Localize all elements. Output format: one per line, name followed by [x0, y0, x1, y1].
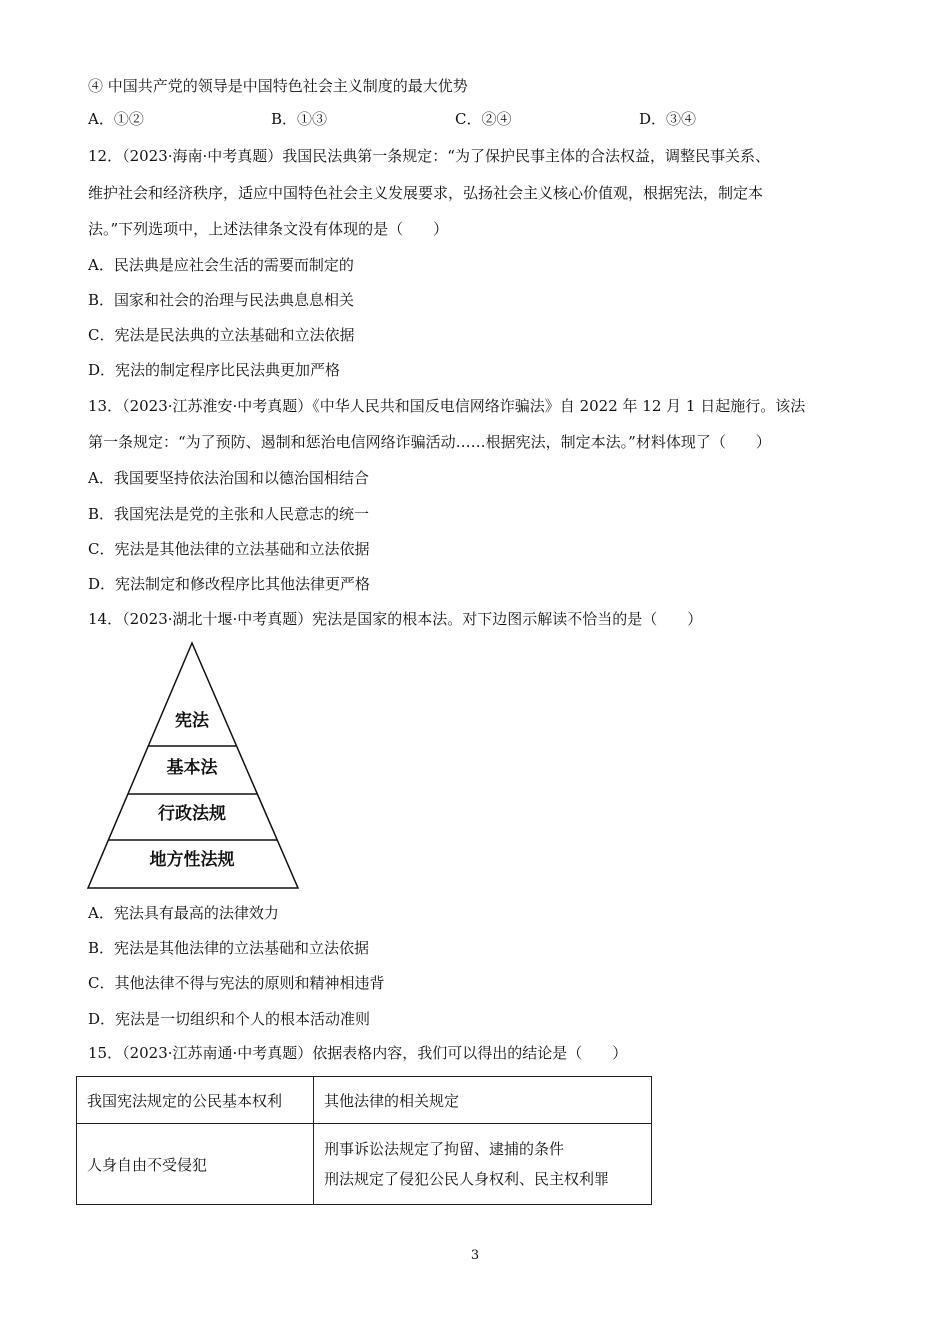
- page-number: 3: [470, 1248, 480, 1263]
- q14-stem: 14．（2023·湖北十堰·中考真题）宪法是国家的根本法。对下边图示解读不恰当的是（ ）: [88, 610, 703, 628]
- q13-stem-line-1: 13．（2023·江苏淮安·中考真题）《中华人民共和国反电信网络诈骗法》自 2022 年 12 月 1 日起施行。该法: [88, 397, 806, 415]
- statement-4: ④ 中国共产党的领导是中国特色社会主义制度的最大优势: [88, 77, 468, 95]
- q12-option-b: B．国家和社会的治理与民法典息息相关: [88, 291, 355, 309]
- q13-option-a: A．我国要坚持依法治国和以德治国相结合: [88, 469, 369, 487]
- q12-option-a: A．民法典是应社会生活的需要而制定的: [88, 256, 354, 274]
- table-row: [77, 1124, 652, 1205]
- table-header-other-laws: 其他法律的相关规定: [314, 1077, 652, 1124]
- table-cell-laws: [314, 1124, 652, 1205]
- q12-option-c: C．宪法是民法典的立法基础和立法依据: [88, 326, 355, 344]
- q12-stem-line-2: 维护社会和经济秩序，适应中国特色社会主义发展要求，弘扬社会主义核心价值观，根据宪法，制定本: [88, 184, 764, 202]
- table-cell-law-1: 刑事诉讼法规定了拘留、逮捕的条件: [324, 1140, 565, 1158]
- q11-options: [88, 108, 788, 130]
- table-header-rights: 我国宪法规定的公民基本权利: [77, 1077, 314, 1124]
- pyramid-level-basic-law: 基本法: [166, 758, 218, 778]
- rights-law-table: [76, 1076, 652, 1205]
- table-cell-right: 人身自由不受侵犯: [77, 1124, 314, 1205]
- q11-option-c: C．②④: [455, 110, 512, 128]
- pyramid-level-constitution: 宪法: [175, 711, 209, 731]
- q11-option-d: D．③④: [639, 110, 697, 128]
- pyramid-level-local-regulations: 地方性法规: [149, 850, 235, 870]
- q12-stem-line-1: 12．（2023·海南·中考真题）我国民法典第一条规定：“为了保护民事主体的合法权益，调整民事关系、: [88, 147, 770, 165]
- table-header-row: [77, 1077, 652, 1124]
- q13-stem-line-2: 第一条规定：“为了预防、遏制和惩治电信网络诈骗活动……根据宪法，制定本法。”材料体现了（ ）: [88, 433, 771, 451]
- table-cell-law-2: 刑法规定了侵犯公民人身权利、民主权利罪: [324, 1170, 610, 1188]
- q14-option-a: A．宪法具有最高的法律效力: [88, 904, 279, 922]
- q13-option-c: C．宪法是其他法律的立法基础和立法依据: [88, 540, 370, 558]
- q15-stem: 15．（2023·江苏南通·中考真题）依据表格内容，我们可以得出的结论是（ ）: [88, 1044, 628, 1062]
- law-hierarchy-pyramid: [86, 640, 302, 892]
- pyramid-level-administrative-regulations: 行政法规: [158, 804, 226, 824]
- q14-option-c: C．其他法律不得与宪法的原则和精神相违背: [88, 974, 385, 992]
- q12-stem-line-3: 法。”下列选项中，上述法律条文没有体现的是（ ）: [88, 220, 449, 238]
- q11-option-a: A．①②: [88, 110, 144, 128]
- q14-option-d: D．宪法是一切组织和个人的根本活动准则: [88, 1010, 371, 1028]
- q11-option-b: B．①③: [271, 110, 328, 128]
- q13-option-d: D．宪法制定和修改程序比其他法律更严格: [88, 575, 371, 593]
- q14-option-b: B．宪法是其他法律的立法基础和立法依据: [88, 939, 370, 957]
- q13-option-b: B．我国宪法是党的主张和人民意志的统一: [88, 505, 370, 523]
- q12-option-d: D．宪法的制定程序比民法典更加严格: [88, 361, 341, 379]
